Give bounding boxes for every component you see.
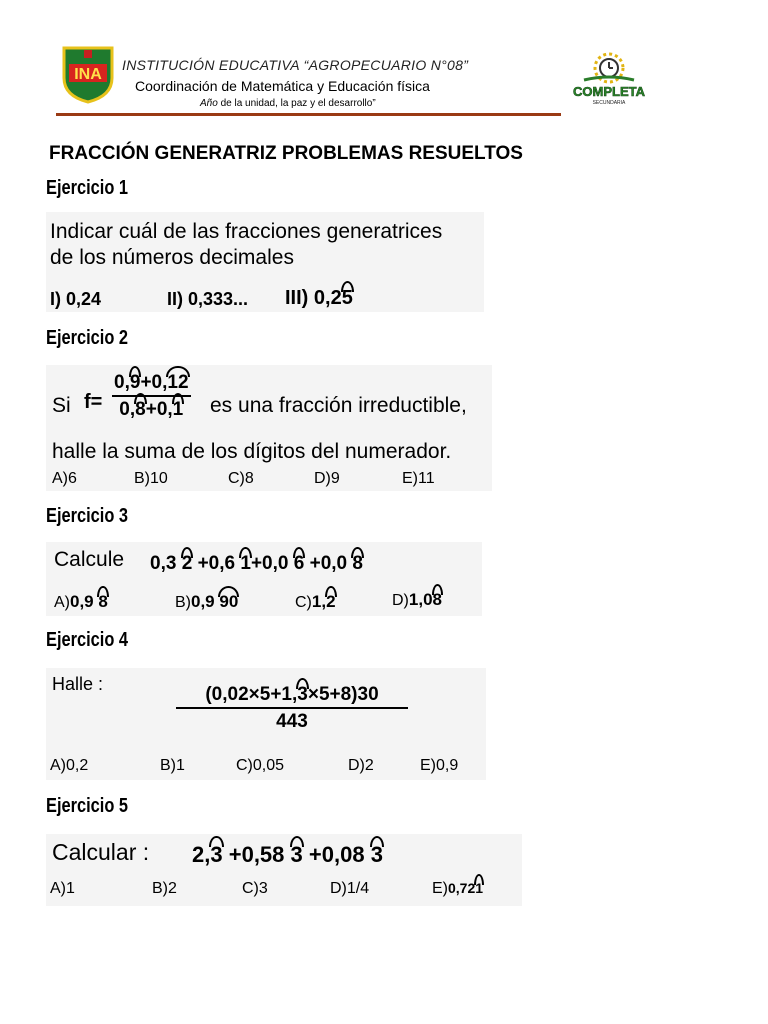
page-title: FRACCIÓN GENERATRIZ PROBLEMAS RESUELTOS bbox=[49, 143, 523, 164]
ex4-option-a: A)0,2 bbox=[50, 757, 89, 774]
ex2-option-e: E)11 bbox=[402, 470, 435, 487]
ex2-f: f= bbox=[84, 391, 103, 413]
ex5-option-a: A)1 bbox=[50, 880, 75, 897]
ex1-item-3: III) 0,25 bbox=[285, 287, 353, 309]
ex5-option-e: E)0,721 bbox=[432, 880, 484, 897]
jornada-completa-logo bbox=[570, 50, 648, 106]
ex4-option-d: D)2 bbox=[348, 757, 374, 774]
ex4-heading: Ejercicio 4 bbox=[46, 629, 129, 651]
ex3-option-c: C)1,2 bbox=[295, 592, 336, 611]
ex2-rest: es una fracción irreductible, bbox=[210, 394, 467, 417]
ex5-heading: Ejercicio 5 bbox=[46, 795, 129, 817]
ex2-option-c: C)8 bbox=[228, 470, 254, 487]
ex4-halle: Halle : bbox=[52, 674, 104, 694]
ex4-option-e: E)0,9 bbox=[420, 757, 459, 774]
shield-text: INA bbox=[74, 66, 102, 83]
ex3-expression: 0,3 2 +0,6 1+0,0 6 +0,0 8 bbox=[150, 553, 363, 574]
logo-subtext: SECUNDARIA bbox=[592, 100, 626, 106]
ex5-expression: 2,3 +0,58 3 +0,08 3 bbox=[192, 842, 383, 867]
ex1-line1: Indicar cuál de las fracciones generatrices bbox=[50, 220, 443, 243]
ex3-calc: Calcule bbox=[54, 548, 125, 571]
ex3-option-d: D)1,08 bbox=[392, 590, 442, 609]
logo-text: COMPLETA bbox=[573, 84, 645, 99]
ex2-line2: halle la suma de los dígitos del numerador. bbox=[52, 440, 452, 463]
ex2-heading: Ejercicio 2 bbox=[46, 327, 129, 349]
ex2-option-d: D)9 bbox=[314, 470, 340, 487]
ex3-option-a: A)0,9 8 bbox=[54, 592, 108, 611]
ex1-heading: Ejercicio 1 bbox=[46, 177, 129, 199]
ex1-line2: de los números decimales bbox=[50, 246, 294, 269]
coordination-line: Coordinación de Matemática y Educación física bbox=[135, 78, 430, 94]
ex2-option-b: B)10 bbox=[134, 470, 168, 487]
ex5-option-d: D)1/4 bbox=[330, 880, 370, 897]
ex1-item-2: II) 0,333... bbox=[167, 289, 249, 309]
ex2-option-a: A)6 bbox=[52, 470, 77, 487]
year-motto: Año de la unidad, la paz y el desarrollo” bbox=[200, 98, 376, 109]
ex4-fraction: $\frac{(0,02\times 5+1,3\times 5+8)30}{443}$ bbox=[176, 684, 408, 733]
ex5-option-b: B)2 bbox=[152, 880, 177, 897]
header-divider bbox=[56, 113, 561, 116]
ex4-option-c: C)0,05 bbox=[236, 757, 285, 774]
ex4-option-b: B)1 bbox=[160, 757, 185, 774]
ex2-fraction: $\frac{0,9+0,12}{0,8+0,1}$ bbox=[114, 372, 189, 420]
ex1-item-1: I) 0,24 bbox=[50, 289, 102, 309]
ex5-calc: Calcular : bbox=[52, 839, 150, 865]
school-shield-logo bbox=[60, 44, 116, 104]
ex3-heading: Ejercicio 3 bbox=[46, 505, 129, 527]
ex2-si: Si bbox=[52, 394, 71, 417]
school-name: INSTITUCIÓN EDUCATIVA “AGROPECUARIO N°08” bbox=[122, 57, 469, 73]
ex3-option-b: B)0,9 90 bbox=[175, 592, 239, 611]
ex5-option-c: C)3 bbox=[242, 880, 268, 897]
